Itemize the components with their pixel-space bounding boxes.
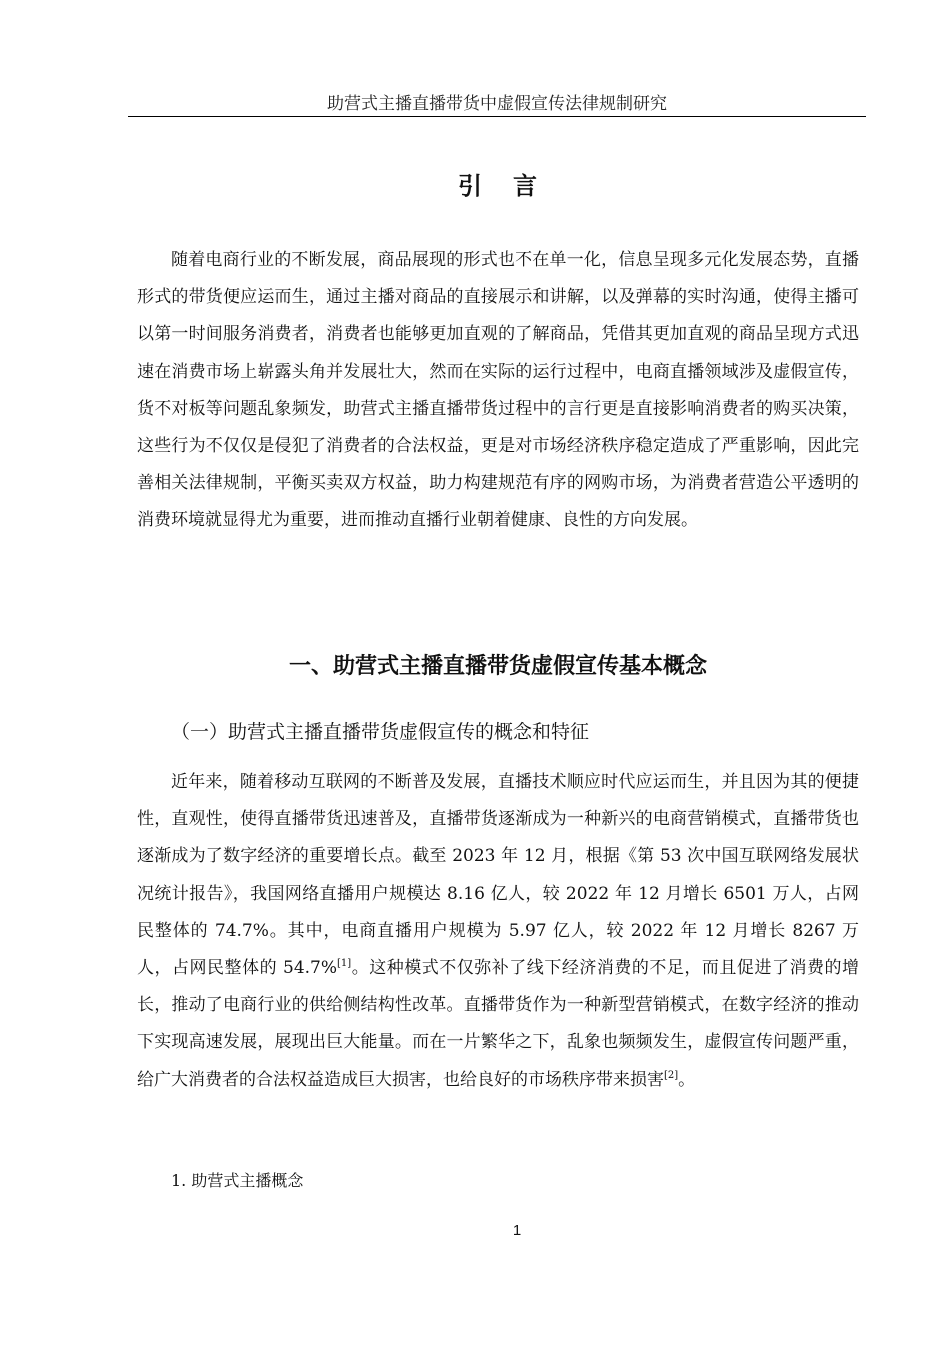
page-number: 1 bbox=[512, 1222, 522, 1239]
body-paragraph bbox=[137, 764, 859, 1099]
intro-title-left: 引 bbox=[458, 172, 483, 200]
item-heading bbox=[171, 1166, 303, 1196]
item-number: 1. bbox=[171, 1171, 187, 1190]
citation-ref-1: [1] bbox=[337, 958, 352, 970]
body-text-part1: 近年来，随着移动互联网的不断普及发展，直播技术顺应时代应运而生，并且因为其的便捷性，直观性，使得直播带货迅速普及，直播带货逐渐成为一种新兴的电商营销模式，直播带货也逐渐成为了数字经济的重要增长点。截至 2023 年 12 月，根据《第 53 次中国互联网络发展状况统计报告》，我国网络直播用户规模达 8.16 亿人，较 2022 年 12 月增长 6501 万人，占网民整体的 74.7%。其中，电商直播用户规模为 5.97 亿人，较 2022 年 12 月增长 8267 万人，占网民整体的 54.7% bbox=[137, 772, 859, 979]
citation-ref-2: [2] bbox=[664, 1069, 679, 1081]
intro-title bbox=[137, 168, 859, 204]
item-heading-text: 助营式主播概念 bbox=[191, 1171, 304, 1190]
subsection-heading: （一）助营式主播直播带货虚假宣传的概念和特征 bbox=[171, 721, 590, 743]
header-rule bbox=[128, 116, 866, 117]
running-header: 助营式主播直播带货中虚假宣传法律规制研究 bbox=[327, 94, 667, 114]
intro-paragraph: 随着电商行业的不断发展，商品展现的形式也不在单一化，信息呈现多元化发展态势，直播形式的带货便应运而生，通过主播对商品的直接展示和讲解，以及弹幕的实时沟通，使得主播可以第一时间服务消费者，消费者也能够更加直观的了解商品，凭借其更加直观的商品呈现方式迅速在消费市场上崭露头角并发展壮大，然而在实际的运行过程中，电商直播领域涉及虚假宣传，货不对板等问题乱象频发，助营式主播直播带货过程中的言行更是直接影响消费者的购买决策，这些行为不仅仅是侵犯了消费者的合法权益，更是对市场经济秩序稳定造成了严重影响，因此完善相关法律规制，平衡买卖双方权益，助力构建规范有序的网购市场，为消费者营造公平透明的消费环境就显得尤为重要，进而推动直播行业朝着健康、良性的方向发展。 bbox=[137, 250, 859, 531]
intro-title-right: 言 bbox=[513, 172, 538, 200]
section-heading: 一、助营式主播直播带货虚假宣传基本概念 bbox=[288, 654, 707, 679]
body-text-part2: 。这种模式不仅弥补了线下经济消费的不足，而且促进了消费的增长，推动了电商行业的供给侧结构性改革。直播带货作为一种新型营销模式，在数字经济的推动下实现高速发展，展现出巨大能量。而在一片繁华之下，乱象也频频发生，虚假宣传问题严重，给广大消费者的合法权益造成巨大损害，也给良好的市场秩序带来损害 bbox=[137, 958, 859, 1090]
body-text-part3: 。 bbox=[678, 1069, 696, 1090]
